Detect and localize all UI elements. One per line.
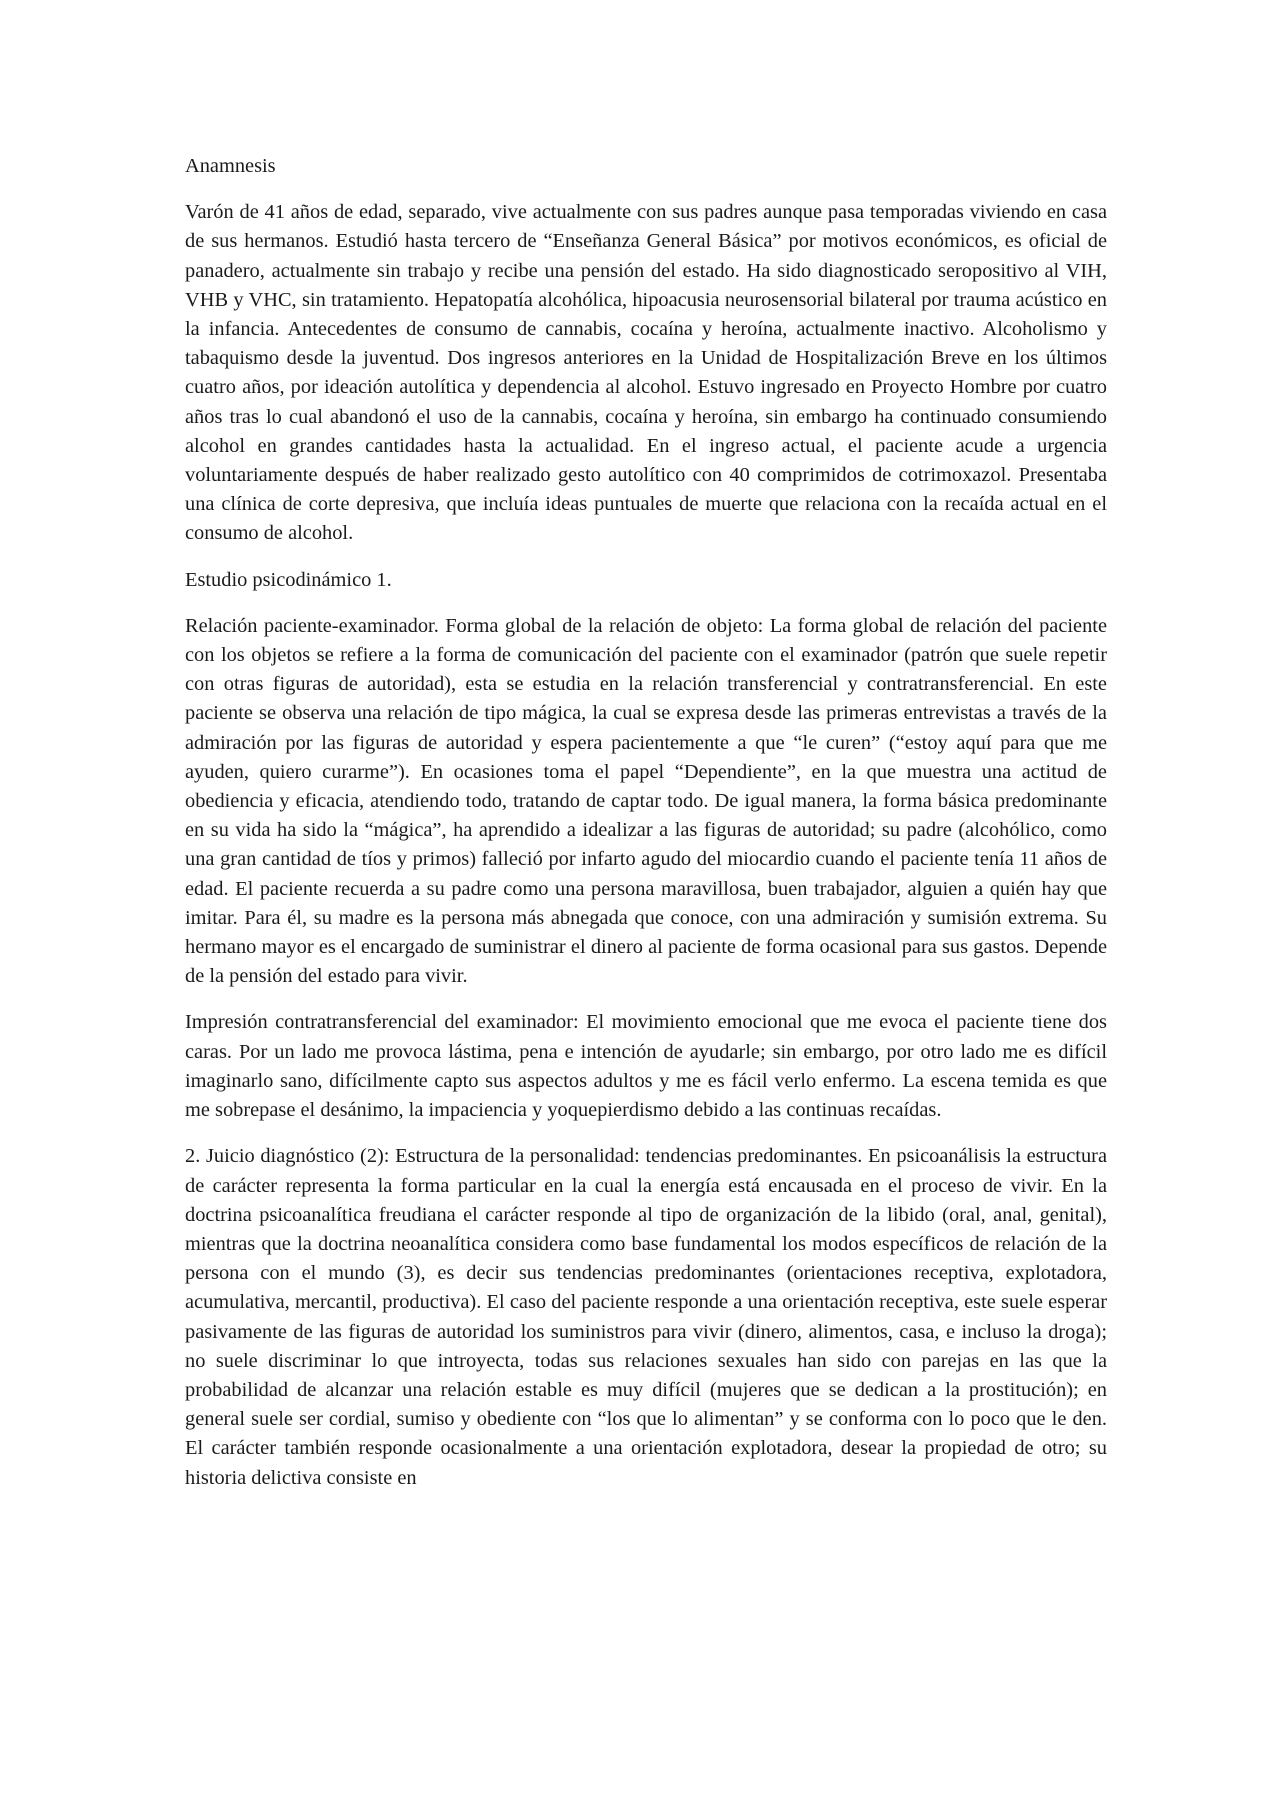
paragraph-impresion-contratransferencial: Impresión contratransferencial del examinador: El movimiento emocional que me evoca el paciente tiene dos caras. Por un lado me provoca lástima, pena e intención de ayudarle; sin embargo, por otro lado me es difícil imaginarlo sano, difícilmente capto sus aspectos adultos y me es fácil verlo enfermo. La escena temida es que me sobrepase el desánimo, la impaciencia y yoquepierdismo debido a las continuas recaídas. xyxy=(185,1011,1107,1122)
section-heading-estudio-psicodinamico: Estudio psicodinámico 1. xyxy=(185,568,392,591)
section-heading-anamnesis: Anamnesis xyxy=(185,155,276,177)
paragraph-relacion-paciente-examinador: Relación paciente-examinador. Forma global de la relación de objeto: La forma global de relación del paciente con los objetos se refiere a la forma de comunicación del paciente con el examinador (patrón que suele repetir con otras figuras de autoridad), esta se estudia en la relación transferencial y contratransferencial. En este paciente se observa una relación de tipo mágica, la cual se expresa desde las primeras entrevistas a través de la admiración por las figuras de autoridad y espera pacientemente a que “le curen” (“estoy aquí para que me ayuden, quiero curarme”). En ocasiones toma el papel “Dependiente”, en la que muestra una actitud de obediencia y eficacia, atendiendo todo, tratando de captar todo. De igual manera, la forma básica predominante en su vida ha sido la “mágica”, ha aprendido a idealizar a las figuras de autoridad; su padre (alcohólico, como una gran cantidad de tíos y primos) falleció por infarto agudo del miocardio cuando el paciente tenía 11 años de edad. El paciente recuerda a su padre como una persona maravillosa, buen trabajador, alguien a quién hay que imitar. Para él, su madre es la persona más abnegada que conoce, con una admiración y sumisión extrema. Su hermano mayor es el encargado de suministrar el dinero al paciente de forma ocasional para sus gastos. Depende de la pensión del estado para vivir. xyxy=(185,614,1107,988)
paragraph-anamnesis: Varón de 41 años de edad, separado, vive actualmente con sus padres aunque pasa temporadas viviendo en casa de sus hermanos. Estudió hasta tercero de “Enseñanza General Básica” por motivos económicos, es oficial de panadero, actualmente sin trabajo y recibe una pensión del estado. Ha sido diagnosticado seropositivo al VIH, VHB y VHC, sin tratamiento. Hepatopatía alcohólica, hipoacusia neurosensorial bilateral por trauma acústico en la infancia. Antecedentes de consumo de cannabis, cocaína y heroína, actualmente inactivo. Alcoholismo y tabaquismo desde la juventud. Dos ingresos anteriores en la Unidad de Hospitalización Breve en los últimos cuatro años, por ideación autolítica y dependencia al alcohol. Estuvo ingresado en Proyecto Hombre por cuatro años tras lo cual abandonó el uso de la cannabis, cocaína y heroína, sin embargo ha continuado consumiendo alcohol en grandes cantidades hasta la actualidad. En el ingreso actual, el paciente acude a urgencia voluntariamente después de haber realizado gesto autolítico con 40 comprimidos de cotrimoxazol. Presentaba una clínica de corte depresiva, que incluía ideas puntuales de muerte que relaciona con la recaída actual en el consumo de alcohol. xyxy=(185,201,1107,545)
paragraph-juicio-diagnostico: 2. Juicio diagnóstico (2): Estructura de la personalidad: tendencias predominantes. En psicoanálisis la estructura de carácter representa la forma particular en la cual la energía está encausada en el proceso de vivir. En la doctrina psicoanalítica freudiana el carácter responde al tipo de organización de la libido (oral, anal, genital), mientras que la doctrina neoanalítica considera como base fundamental los modos específicos de relación de la persona con el mundo (3), es decir sus tendencias predominantes (orientaciones receptiva, explotadora, acumulativa, mercantil, productiva). El caso del paciente responde a una orientación receptiva, este suele esperar pasivamente de las figuras de autoridad los suministros para vivir (dinero, alimentos, casa, e incluso la droga); no suele discriminar lo que introyecta, todas sus relaciones sexuales han sido con parejas en las que la probabilidad de alcanzar una relación estable es muy difícil (mujeres que se dedican a la prostitución); en general suele ser cordial, sumiso y obediente con “los que lo alimentan” y se conforma con lo poco que le den. El carácter también responde ocasionalmente a una orientación explotadora, desear la propiedad de otro; su historia delictiva consiste en xyxy=(185,1145,1107,1489)
document-page xyxy=(185,152,1107,1510)
